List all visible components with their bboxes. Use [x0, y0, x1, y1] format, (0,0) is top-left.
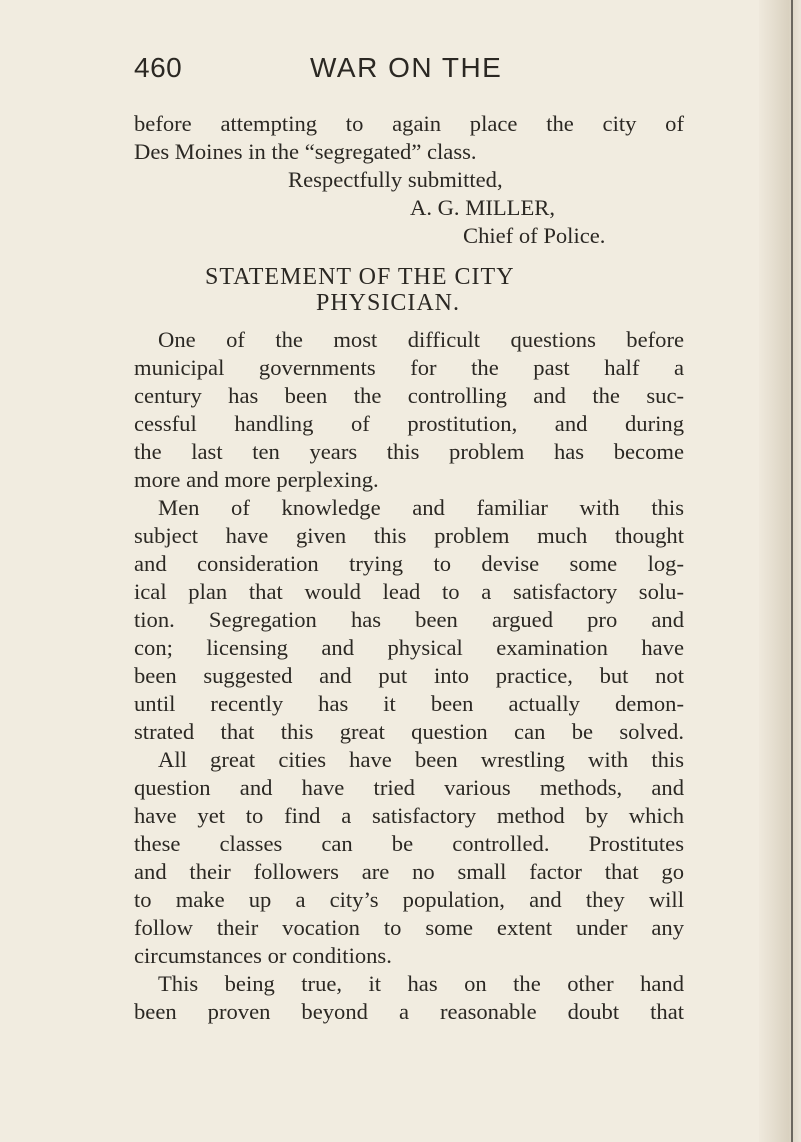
- text-line: circumstances or conditions.: [134, 943, 392, 968]
- text-line: question and have tried various methods, and: [134, 775, 684, 800]
- running-title: WAR ON THE: [310, 52, 503, 83]
- signature-name: A. G. MILLER,: [410, 195, 555, 220]
- text-line: cessful handling of prostitution, and during: [134, 411, 684, 436]
- text-line: strated that this great question can be solved.: [134, 719, 684, 744]
- text-line: ical plan that would lead to a satisfactory solu-: [134, 579, 684, 604]
- page-edge-shadow: [759, 0, 801, 1142]
- text-line: Men of knowledge and familiar with this: [158, 495, 684, 520]
- text-line: been suggested and put into practice, but not: [134, 663, 684, 688]
- text-line: One of the most difficult questions before: [158, 327, 684, 352]
- section-heading: STATEMENT OF THE CITY: [205, 264, 515, 290]
- text-line: follow their vocation to some extent under any: [134, 915, 684, 940]
- text-line: have yet to find a satisfactory method by which: [134, 803, 684, 828]
- text-line: the last ten years this problem has become: [134, 439, 684, 464]
- signature-title: Chief of Police.: [463, 223, 606, 248]
- text-line: Des Moines in the “segregated” class.: [134, 139, 477, 164]
- text-line: more and more perplexing.: [134, 467, 379, 492]
- text-line: until recently has it been actually demon-: [134, 691, 684, 716]
- valediction: Respectfully submitted,: [288, 167, 503, 192]
- text-line: tion. Segregation has been argued pro and: [134, 607, 684, 632]
- text-line: to make up a city’s population, and they will: [134, 887, 684, 912]
- text-line: This being true, it has on the other hand: [158, 971, 684, 996]
- text-line: century has been the controlling and the suc-: [134, 383, 684, 408]
- text-line: been proven beyond a reasonable doubt that: [134, 999, 684, 1024]
- text-line: these classes can be controlled. Prostitutes: [134, 831, 684, 856]
- text-line: con; licensing and physical examination have: [134, 635, 684, 660]
- text-line: municipal governments for the past half a: [134, 355, 684, 380]
- section-heading-continued: PHYSICIAN.: [316, 290, 461, 316]
- text-line: subject have given this problem much thought: [134, 523, 684, 548]
- text-line: and their followers are no small factor that go: [134, 859, 684, 884]
- text-line: before attempting to again place the city of: [134, 111, 684, 136]
- running-header: [134, 52, 694, 92]
- page-number: 460: [134, 52, 183, 83]
- text-line: All great cities have been wrestling with this: [158, 747, 684, 772]
- text-line: and consideration trying to devise some log-: [134, 551, 684, 576]
